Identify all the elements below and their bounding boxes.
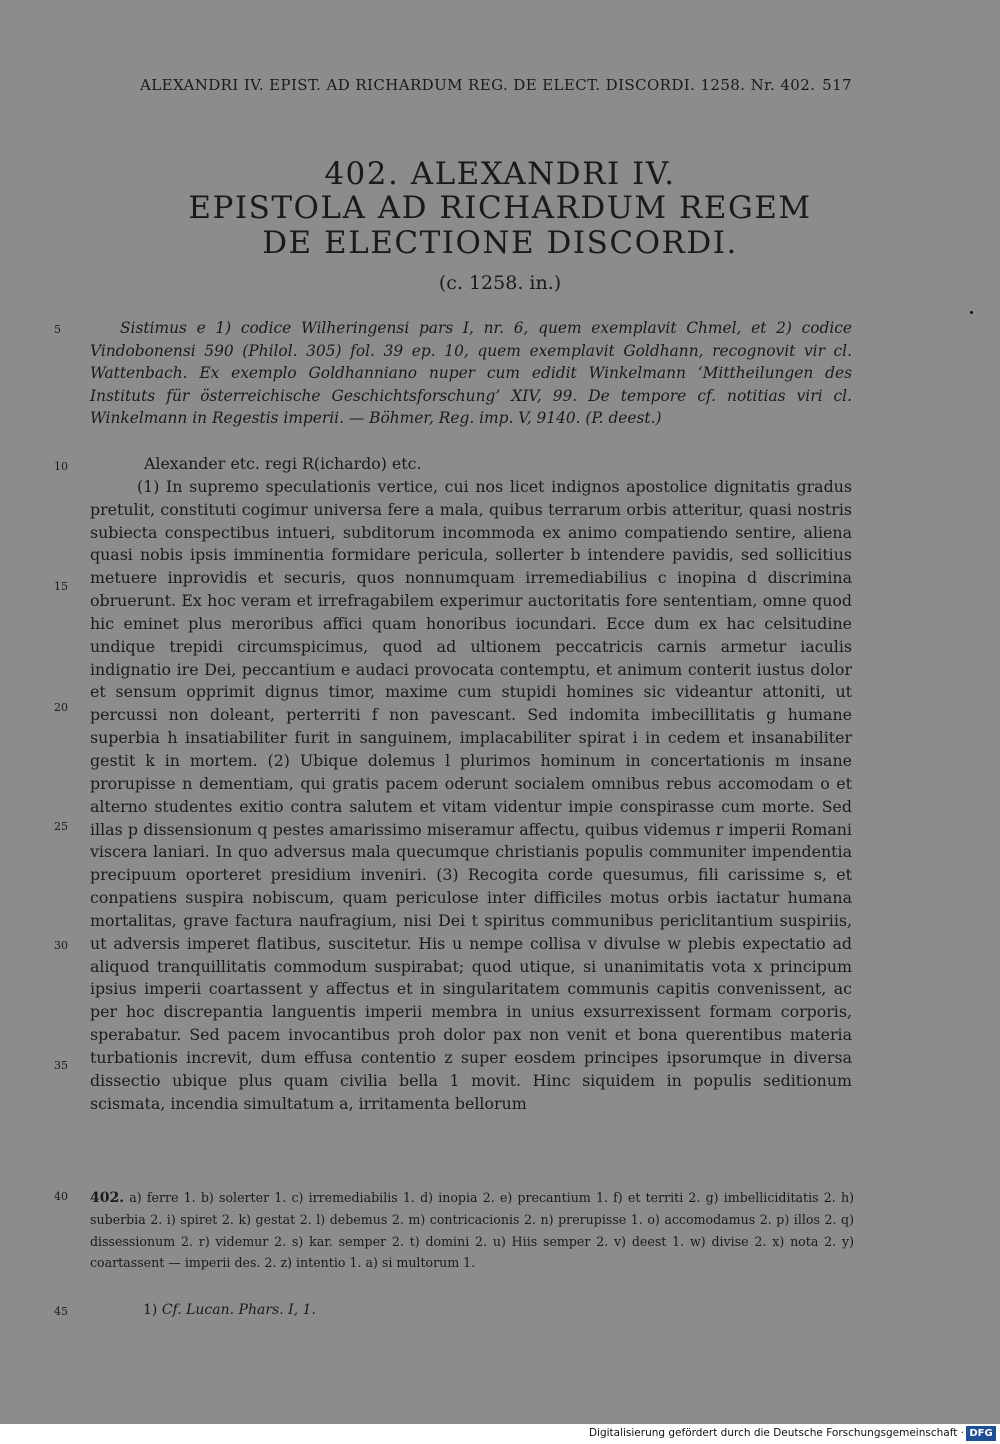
funding-text: Digitalisierung gefördert durch die Deutsche Forschungsgemeinschaft · [588, 1427, 964, 1439]
line-number: 5 [54, 323, 61, 336]
document-title-line-3: DE ELECTIONE DISCORDI. [262, 225, 738, 261]
line-number: 45 [54, 1305, 68, 1318]
line-number: 35 [54, 1059, 68, 1072]
apparatus-text: a) ferre 1. b) solerter 1. c) irremediabilis 1. d) inopia 2. e) precantium 1. f) et territi 2. g) imbelliciditatis 2. h) suberbia 2. i) spiret 2. k) gestat 2. l) debemus 2. m) contricacionis 2. n) prerupisse 1. o) accomodamus 2. p) illos 2. q) dissessionum 2. r) videmur 2. s) kar. semper 2. t) domini 2. u) Hiis semper 2. v) deest 1. w) divise 2. x) nota 2. y) coartassent — imperii des. 2. z) intentio 1. a) si multorum 1. [90, 1190, 854, 1271]
line-number: 25 [54, 820, 68, 833]
letter-text: (1) In supremo speculationis vertice, cui nos licet indignos apostolice dignitatis gradus pretulit, constituti cogimur universa fere a mala, quibus terrarum orbis atteritur, quasi nostris subiecta conspectibus intueri, subditorum incommoda ex animo compatiendo sentire, aliena quasi nobis ipsis imminentia formidare pericula, sollerter b intendere pavidis, sed sollicitius metuere inprovidis et securis, quos nonnumquam irremediabilius c inopina d discrimina obruerunt. Ex hoc veram et irrefragabilem experimur auctoritatis fore sententiam, omne quod hic eminet plus meroribus affici quam honoribus iocundari. Ecce dum ex hac celsitudine undique trepidi circumspicimus, quod ad ultionem peccatricis carnis armetur iaculis indignatio ire Dei, peccantium e audaci provocata contemptu, et animum conterit iustus dolor et sensum opprimit dignus timor, maxime cum stupidi homines sic videantur attoniti, ut percussi non doleant, perterriti f non pavescant. Sed indomita imbecillitatis g humane superbia h insatiabiliter furit in sanguinem, implacabiliter spirat i in cedem et insanabiliter gestit k in mortem. (2) Ubique dolemus l plurimos hominum in concertationis m insane prorupisse n dementiam, qui gratis pacem oderunt socialem omnibus rebus accomodam o et alterno studentes exitio contra salutem et vitam videntur impie conspirasse cum morte. Sed illas p dissensionum q pestes amarissimo miseramur affectu, quibus videmus r imperii Romani viscera laniari. In quo adversus mala quecumque christianis populis communiter impendentia precipuum oporteret presidium inveniri. (3) Recogita corde quesumus, fili carissime s, et conpatiens suspira nobiscum, quam periculose inter difficiles motus orbis iactatur humana mortalitas, grave factura naufragium, nisi Dei t spiritus communibus periclitantium suspiriis, ut adversis imperet flatibus, suscitetur. His u nempe collisa v divulse w plebis expectatio ad aliquod tranquillitatis commodum suspirabat; quod utique, si unanimitatis vota x principum ipsius imperii coartassent y affectus et in singularitatem communis capitis convenissent, ac per hoc discrepantia languentis imperii membra in unius exsurrexissent formam corporis, sperabatur. Sed pacem invocantibus proh dolor pax non venit et bona querentibus materia turbationis increvit, dum effusa contentio z super eosdem principes ipsorumque in diversa dissectio ubique plus quam civilia bella 1 movit. Hinc siquidem in populis seditionum scismata, incendia simultatum a, irritamenta bellorum [90, 476, 852, 1113]
line-number: 15 [54, 580, 68, 593]
letter-address: Alexander etc. regi R(ichardo) etc. [144, 454, 422, 473]
document-title-line-1: 402. ALEXANDRI IV. [324, 156, 676, 192]
letter-body [90, 453, 852, 1115]
footnote [143, 1302, 316, 1318]
critical-apparatus [90, 1187, 854, 1274]
page-number: 517 [822, 76, 852, 94]
introduction-text: Sistimus e 1) codice Wilheringensi pars I, nr. 6, quem exemplavit Chmel, et 2) codice Vindobonensi 590 (Philol. 305) fol. 39 ep. 10, quem exemplavit Goldhann, recognovit vir cl. Wattenbach. Ex exemplo Goldhanniano nuper cum edidit Winkelmann ‘Mittheilungen des Instituts für österreichische Geschichtsforschung’ XIV, 99. De tempore cf. notitias viri cl. Winkelmann in Regestis imperii. — Böhmer, Reg. imp. V, 9140. (P. deest.) [90, 319, 852, 427]
line-number: 40 [54, 1190, 68, 1203]
running-title: ALEXANDRI IV. EPIST. AD RICHARDUM REG. DE ELECT. DISCORDI. 1258. Nr. 402. [140, 76, 816, 94]
scan-speck [970, 311, 973, 314]
running-header [140, 76, 852, 94]
editorial-introduction [90, 317, 852, 430]
footnote-marker: 1) [143, 1302, 158, 1318]
dfg-logo: DFG [966, 1426, 996, 1441]
line-number: 20 [54, 701, 68, 714]
funding-footer [0, 1424, 1000, 1444]
document-title-line-2: EPISTOLA AD RICHARDUM REGEM [188, 190, 812, 226]
apparatus-number: 402. [90, 1190, 125, 1206]
document-date: (c. 1258. in.) [438, 272, 562, 294]
line-number: 30 [54, 939, 68, 952]
line-number: 10 [54, 460, 68, 473]
footnote-text: Cf. Lucan. Phars. I, 1. [161, 1302, 316, 1318]
